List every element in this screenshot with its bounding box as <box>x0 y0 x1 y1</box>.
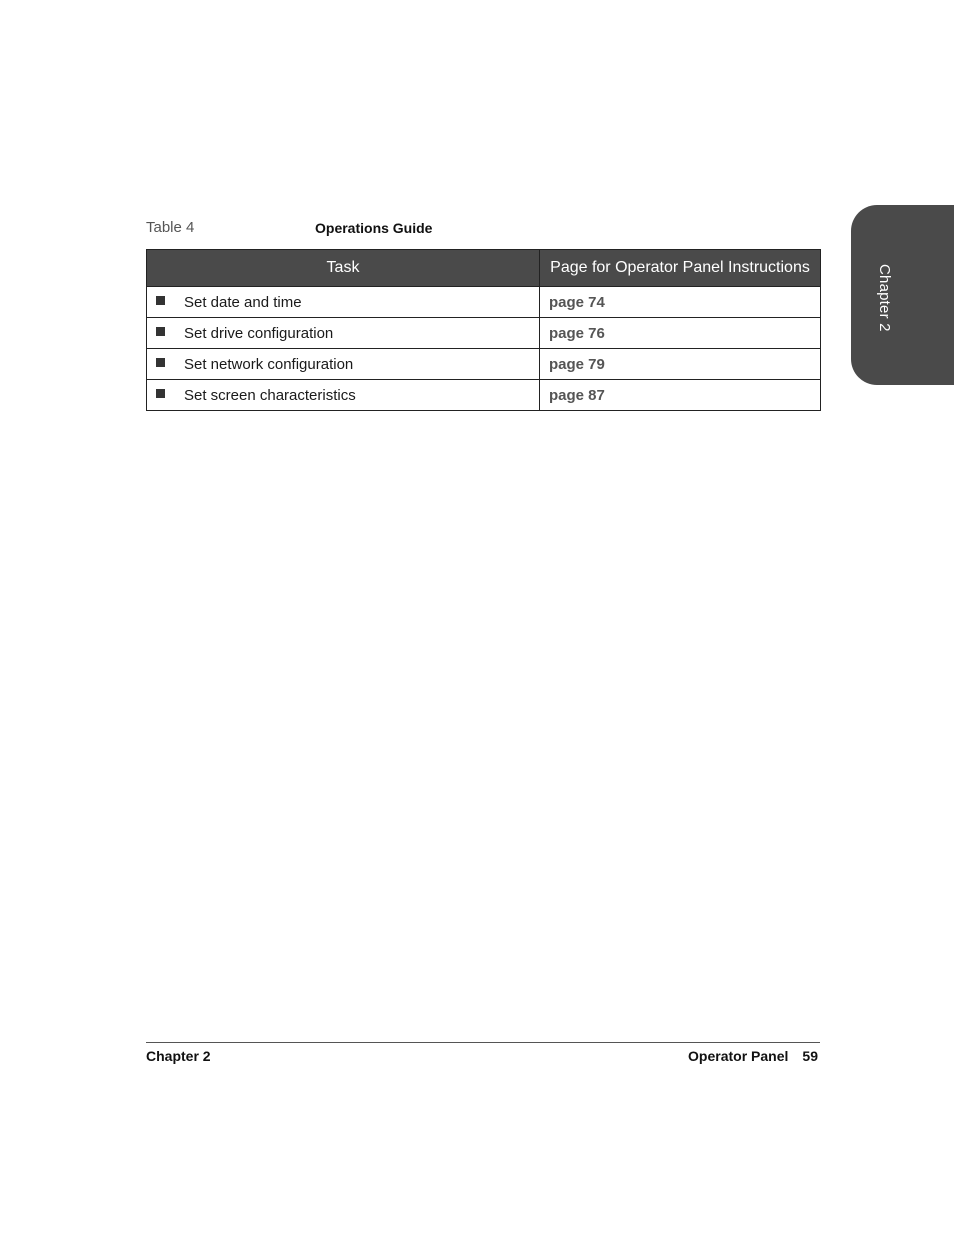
footer-section-and-page <box>688 1048 818 1064</box>
task-cell <box>147 380 540 411</box>
task-cell <box>147 349 540 380</box>
square-bullet-icon <box>156 327 165 336</box>
footer-section: Operator Panel <box>688 1048 789 1064</box>
table-row <box>147 318 821 349</box>
square-bullet-icon <box>156 389 165 398</box>
page-reference-link[interactable]: page 76 <box>549 324 605 342</box>
table-row <box>147 349 821 380</box>
column-header-task: Task <box>147 250 540 287</box>
page-reference-link[interactable]: page 74 <box>549 293 605 311</box>
page-cell <box>540 318 821 349</box>
table-row <box>147 287 821 318</box>
page-cell <box>540 287 821 318</box>
task-label: Set network configuration <box>184 355 354 373</box>
square-bullet-icon <box>156 358 165 367</box>
table-row <box>147 380 821 411</box>
page-cell <box>540 349 821 380</box>
page-reference-link[interactable]: page 79 <box>549 355 605 373</box>
task-label: Set screen characteristics <box>184 386 356 404</box>
chapter-side-tab-label: Chapter 2 <box>876 264 893 332</box>
table-number: Table 4 <box>146 219 195 236</box>
footer-divider <box>146 1042 820 1043</box>
footer-page-number: 59 <box>802 1048 818 1064</box>
task-label: Set drive configuration <box>184 324 334 342</box>
task-label: Set date and time <box>184 293 302 311</box>
table-header-row <box>147 250 821 287</box>
page-reference-link[interactable]: page 87 <box>549 386 605 404</box>
table-title: Operations Guide <box>315 220 433 236</box>
task-cell <box>147 287 540 318</box>
task-cell <box>147 318 540 349</box>
page-cell <box>540 380 821 411</box>
square-bullet-icon <box>156 296 165 305</box>
column-header-page: Page for Operator Panel Instructions <box>540 250 821 287</box>
chapter-side-tab <box>851 205 954 385</box>
operations-guide-table <box>146 249 821 411</box>
table-caption <box>146 219 820 239</box>
footer-chapter: Chapter 2 <box>146 1048 211 1064</box>
